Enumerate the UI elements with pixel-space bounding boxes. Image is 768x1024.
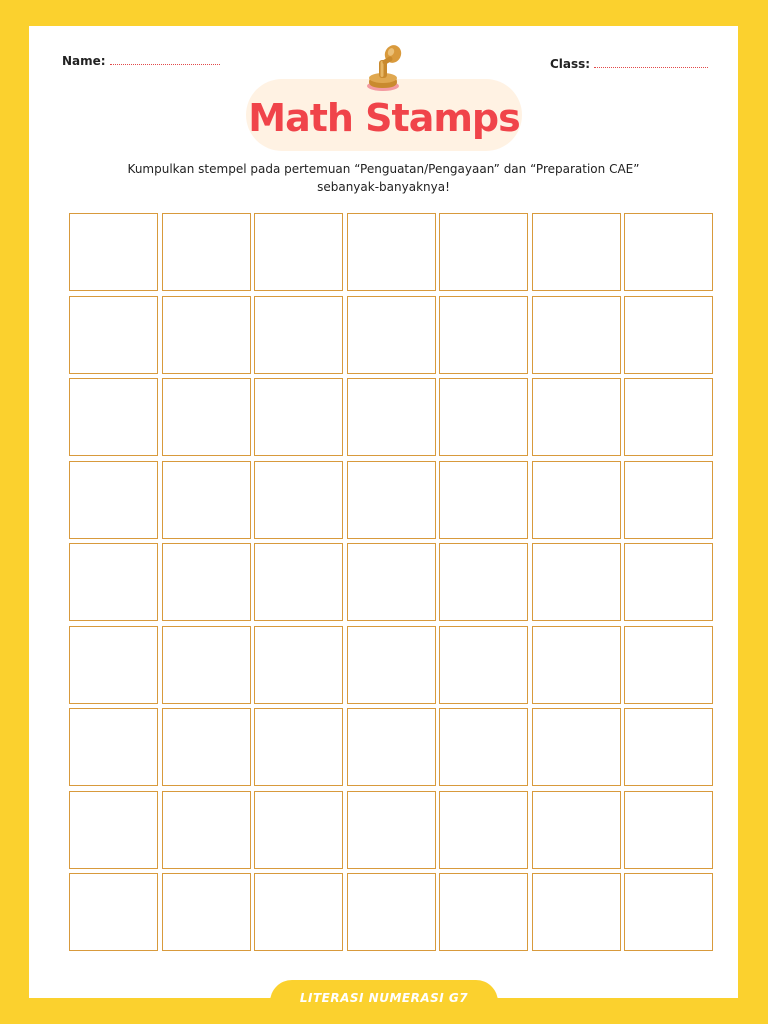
stamp-grid (69, 213, 715, 951)
stamp-box[interactable] (347, 378, 436, 456)
stamp-box[interactable] (254, 873, 343, 951)
stamp-box[interactable] (254, 296, 343, 374)
stamp-box[interactable] (347, 626, 436, 704)
stamp-box[interactable] (254, 543, 343, 621)
stamp-box[interactable] (347, 213, 436, 291)
class-field (550, 57, 708, 71)
stamp-box[interactable] (624, 296, 713, 374)
stamp-box[interactable] (69, 791, 158, 869)
rubber-stamp-icon (363, 44, 407, 94)
stamp-box[interactable] (347, 873, 436, 951)
instruction-line-1: Kumpulkan stempel pada pertemuan “Penguatan/Pengayaan” dan “Preparation CAE” (127, 162, 640, 176)
stamp-box[interactable] (439, 543, 528, 621)
stamp-box[interactable] (347, 543, 436, 621)
stamp-box[interactable] (439, 461, 528, 539)
stamp-box[interactable] (532, 543, 621, 621)
stamp-box[interactable] (532, 296, 621, 374)
instruction-line-2: sebanyak-banyaknya! (317, 180, 450, 194)
stamp-box[interactable] (69, 543, 158, 621)
stamp-box[interactable] (439, 213, 528, 291)
stamp-box[interactable] (624, 626, 713, 704)
stamp-box[interactable] (254, 708, 343, 786)
class-blank-line[interactable] (594, 66, 708, 68)
stamp-box[interactable] (162, 213, 251, 291)
stamp-box[interactable] (347, 296, 436, 374)
stamp-box[interactable] (254, 213, 343, 291)
stamp-box[interactable] (347, 461, 436, 539)
stamp-box[interactable] (532, 791, 621, 869)
stamp-box[interactable] (624, 213, 713, 291)
stamp-box[interactable] (162, 791, 251, 869)
stamp-box[interactable] (532, 873, 621, 951)
stamp-box[interactable] (69, 213, 158, 291)
stamp-box[interactable] (532, 461, 621, 539)
stamp-box[interactable] (254, 626, 343, 704)
stamp-box[interactable] (532, 213, 621, 291)
stamp-box[interactable] (439, 296, 528, 374)
stamp-box[interactable] (69, 626, 158, 704)
stamp-box[interactable] (162, 378, 251, 456)
stamp-box[interactable] (532, 378, 621, 456)
stamp-box[interactable] (439, 378, 528, 456)
name-field (62, 54, 220, 68)
stamp-box[interactable] (439, 626, 528, 704)
stamp-box[interactable] (69, 378, 158, 456)
stamp-box[interactable] (624, 543, 713, 621)
stamp-box[interactable] (162, 296, 251, 374)
stamp-box[interactable] (69, 461, 158, 539)
stamp-box[interactable] (347, 708, 436, 786)
stamp-box[interactable] (624, 708, 713, 786)
stamp-box[interactable] (162, 873, 251, 951)
instruction-text (69, 160, 698, 196)
worksheet-page (29, 26, 738, 998)
stamp-box[interactable] (624, 873, 713, 951)
page-title: Math Stamps (248, 96, 520, 140)
stamp-box[interactable] (162, 461, 251, 539)
stamp-box[interactable] (162, 708, 251, 786)
stamp-box[interactable] (532, 626, 621, 704)
stamp-box[interactable] (162, 626, 251, 704)
stamp-box[interactable] (162, 543, 251, 621)
name-blank-line[interactable] (110, 63, 220, 65)
stamp-box[interactable] (624, 791, 713, 869)
stamp-box[interactable] (254, 378, 343, 456)
stamp-box[interactable] (69, 296, 158, 374)
stamp-box[interactable] (439, 791, 528, 869)
stamp-box[interactable] (624, 378, 713, 456)
stamp-box[interactable] (347, 791, 436, 869)
stamp-box[interactable] (532, 708, 621, 786)
stamp-box[interactable] (254, 461, 343, 539)
stamp-box[interactable] (254, 791, 343, 869)
stamp-box[interactable] (69, 873, 158, 951)
name-label: Name: (62, 54, 106, 68)
stamp-box[interactable] (69, 708, 158, 786)
class-label: Class: (550, 57, 591, 71)
stamp-box[interactable] (439, 708, 528, 786)
stamp-box[interactable] (439, 873, 528, 951)
footer-label: LITERASI NUMERASI G7 (299, 991, 469, 1005)
stamp-box[interactable] (624, 461, 713, 539)
